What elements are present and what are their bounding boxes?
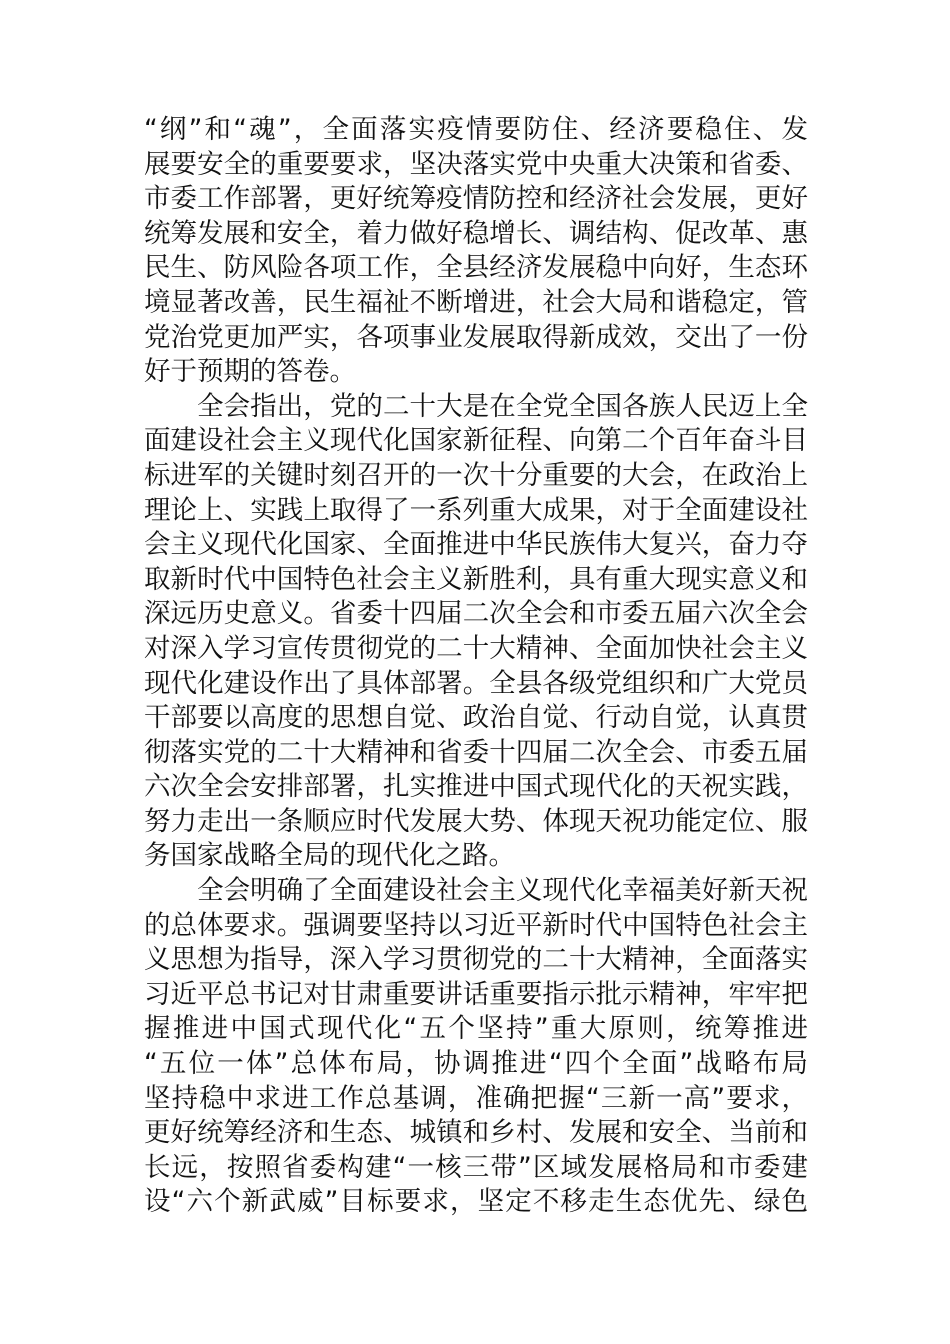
paragraph-2-line: 现代化建设作出了具体部署。全县各级党组织和广大党员 bbox=[144, 667, 808, 699]
paragraph-2-line: 彻落实党的二十大精神和省委十四届二次全会、市委五届 bbox=[144, 736, 808, 768]
paragraph-2-line: 理论上、实践上取得了一系列重大成果，对于全面建设社 bbox=[144, 494, 808, 526]
paragraph-1-line: 展要安全的重要要求，坚决落实党中央重大决策和省委、 bbox=[144, 148, 808, 180]
paragraph-1-line: 民生、防风险各项工作，全县经济发展稳中向好，生态环 bbox=[144, 252, 808, 284]
paragraph-3-line: 更好统筹经济和生态、城镇和乡村、发展和安全、当前和 bbox=[144, 1117, 808, 1149]
paragraph-2-line: 取新时代中国特色社会主义新胜利，具有重大现实意义和 bbox=[144, 563, 808, 595]
paragraph-2-line: 深远历史意义。省委十四届二次全会和市委五届六次全会 bbox=[144, 598, 808, 630]
paragraph-1-line: 境显著改善，民生福祉不断增进，社会大局和谐稳定，管 bbox=[144, 286, 808, 318]
paragraph-1-line: 党治党更加严实，各项事业发展取得新成效，交出了一份 bbox=[144, 321, 808, 353]
paragraph-1-line: 市委工作部署，更好统筹疫情防控和经济社会发展，更好 bbox=[144, 183, 808, 215]
paragraph-2-line: 面建设社会主义现代化国家新征程、向第二个百年奋斗目 bbox=[144, 425, 808, 457]
paragraph-2-line: 全会指出，党的二十大是在全党全国各族人民迈上全 bbox=[197, 390, 808, 422]
paragraph-3-line: 长远，按照省委构建“一核三带”区域发展格局和市委建 bbox=[144, 1151, 808, 1183]
paragraph-2-line: 努力走出一条顺应时代发展大势、体现天祝功能定位、服 bbox=[144, 805, 808, 837]
paragraph-2-line: 六次全会安排部署，扎实推进中国式现代化的天祝实践， bbox=[144, 771, 808, 803]
paragraph-3-line: 握推进中国式现代化“五个坚持”重大原则，统筹推进 bbox=[144, 1013, 808, 1045]
paragraph-2-line: 干部要以高度的思想自觉、政治自觉、行动自觉，认真贯 bbox=[144, 702, 808, 734]
paragraph-3-line: “五位一体”总体布局，协调推进“四个全面”战略布局 bbox=[144, 1048, 808, 1080]
paragraph-1-line: 统筹发展和安全，着力做好稳增长、调结构、促改革、惠 bbox=[144, 217, 808, 249]
paragraph-3-line: 的总体要求。强调要坚持以习近平新时代中国特色社会主 bbox=[144, 909, 808, 941]
paragraph-2-line: 对深入学习宣传贯彻党的二十大精神、全面加快社会主义 bbox=[144, 632, 808, 664]
body-text bbox=[144, 113, 808, 1220]
paragraph-3-line: 义思想为指导，深入学习贯彻党的二十大精神，全面落实 bbox=[144, 944, 808, 976]
paragraph-2-line: 会主义现代化国家、全面推进中华民族伟大复兴，奋力夺 bbox=[144, 529, 808, 561]
paragraph-2-line: 标进军的关键时刻召开的一次十分重要的大会，在政治上 bbox=[144, 459, 808, 491]
paragraph-3-line: 习近平总书记对甘肃重要讲话重要指示批示精神，牢牢把 bbox=[144, 978, 808, 1010]
paragraph-3-line: 全会明确了全面建设社会主义现代化幸福美好新天祝 bbox=[197, 875, 808, 907]
paragraph-2-line: 务国家战略全局的现代化之路。 bbox=[144, 840, 515, 872]
paragraph-1-line: 好于预期的答卷。 bbox=[144, 356, 356, 388]
paragraph-1-line: “纲”和“魂”，全面落实疫情要防住、经济要稳住、发 bbox=[144, 114, 808, 145]
paragraph-3-line: 设“六个新武威”目标要求，坚定不移走生态优先、绿色 bbox=[144, 1186, 808, 1218]
paragraph-3-line: 坚持稳中求进工作总基调，准确把握“三新一高”要求， bbox=[144, 1082, 808, 1114]
